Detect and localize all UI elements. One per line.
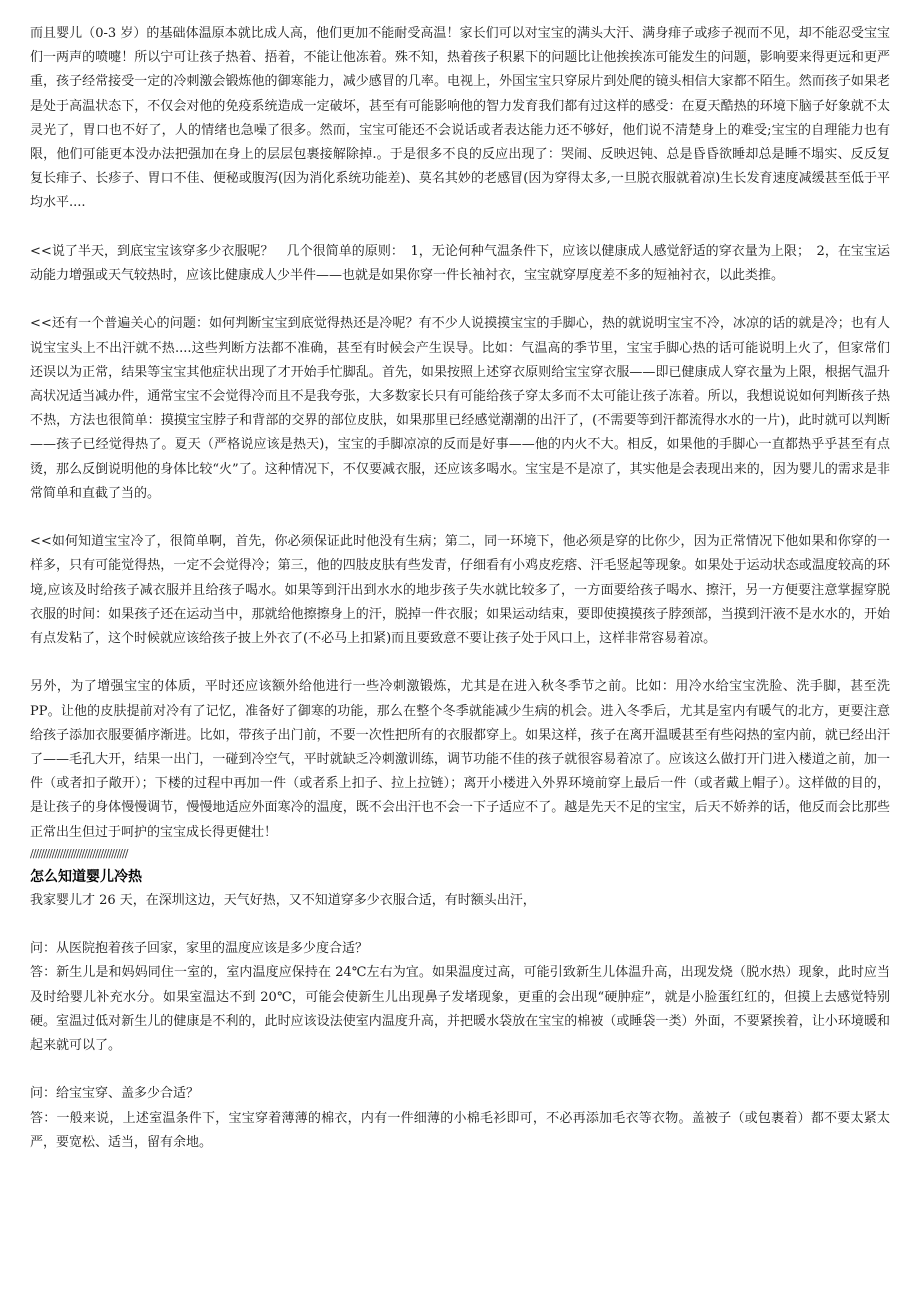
qa-item-clothing-amount: [30, 1082, 890, 1155]
answer: 答：新生儿是和妈妈同住一室的，室内温度应保持在 24℃左右为宜。如果温度过高，可能引致新生儿体温升高，出现发烧（脱水热）现象，此时应当及时给婴儿补充水分。如果室温达不到 20℃，可能会使新生儿出现鼻子发堵现象，更重的会出现“硬肿症”，就是小脸蛋红红的，但摸上去感觉特别硬。室温过低对新生儿的健康是不利的，此时应该设法使室内温度升高，并把暖水袋放在宝宝的棉被（或睡袋一类）外面，不要紧挨着，让小环境暖和起来就可以了。: [30, 965, 890, 1054]
section-heading: 怎么知道婴儿冷热: [30, 868, 142, 885]
paragraph-infant-body-temperature: 而且婴儿（0-3 岁）的基础体温原本就比成人高，他们更加不能耐受高温！家长们可以对宝宝的满头大汗、满身痱子或疹子视而不见，却不能忍受宝宝们一两声的喷嚏！所以宁可让孩子热着、捂着，不能让他冻着。殊不知，热着孩子积累下的问题比让他挨挨冻可能发生的问题，影响要来得更远和更严重，孩子经常接受一定的冷刺激会锻炼他的御寒能力，减少感冒的几率。电视上，外国宝宝只穿尿片到处爬的镜头相信大家都不陌生。然而孩子如果老是处于高温状态下，不仅会对他的免疫系统造成一定破坏，甚至有可能影响他的智力发育我们都有过这样的感受：在夏天酷热的环境下脑子好象就不太灵光了，胃口也不好了，人的情绪也急噪了很多。然而，宝宝可能还不会说话或者表达能力还不够好，他们说不清楚身上的难受;宝宝的自理能力也有限，他们可能更本没办法把强加在身上的层层包裹接解除掉.。于是很多不良的反应出现了：哭闹、反映迟钝、总是昏昏欲睡却总是睡不塌实、反反复复长痱子、长疹子、胃口不佳、便秘或腹泻(因为消化系统功能差)、莫名其妙的老感冒(因为穿得太多,一旦脱衣服就着凉)生长发育速度减缓甚至低于平均水平....: [30, 26, 890, 211]
paragraph-knowing-baby-is-cold: <<如何知道宝宝冷了，很简单啊，首先，你必须保证此时他没有生病；第二，同一环境下，他必须是穿的比你少，因为正常情况下他如果和你穿的一样多，只有可能觉得热，一定不会觉得冷；第三，他的四肢皮肤有些发青，仔细看有小鸡皮疙瘩、汗毛竖起等现象。如果处于运动状态或温度较高的环境,应该及时给孩子减衣服并且给孩子喝水。如果等到汗出到水水的地步孩子失水就比较多了，一方面要给孩子喝水、擦汗，另一方便要注意掌握穿脱衣服的时间：如果孩子还在运动当中，那就给他擦擦身上的汗，脱掉一件衣服；如果运动结束，要即使摸摸孩子脖颈部，当摸到汗液不是水水的，开始有点发粘了，这个时候就应该给孩子披上外衣了(不必马上扣紧)而且要致意不要让孩子处于风口上，这样非常容易着凉。: [30, 534, 890, 647]
qa-item-room-temperature: [30, 937, 890, 1058]
document-page: [30, 22, 890, 1179]
paragraph-clothing-principles: <<说了半天，到底宝宝该穿多少衣服呢？ 几个很简单的原则： 1，无论何种气温条件下，应该以健康成人感觉舒适的穿衣量为上限； 2，在宝宝运动能力增强或天气较热时，应该比健康成人少半件——也就是如果你穿一件长袖衬衣，宝宝就穿厚度差不多的短袖衬衣，以此类推。: [30, 243, 890, 284]
question: 问：从医院抱着孩子回家，家里的温度应该是多少度合适？: [30, 941, 369, 957]
answer: 答：一般来说，上述室温条件下，宝宝穿着薄薄的棉衣，内有一件细薄的小棉毛衫即可，不必再添加毛衣等衣物。盖被子（或包裹着）都不要太紧太严，要宽松、适当，留有余地。: [30, 1110, 890, 1150]
question: 问：给宝宝穿、盖多少合适？: [30, 1086, 200, 1102]
section-divider: ////////////////////////////////////: [30, 846, 128, 860]
paragraph-judging-hot-or-cold: <<还有一个普遍关心的问题：如何判断宝宝到底觉得热还是冷呢？有不少人说摸摸宝宝的手脚心，热的就说明宝宝不冷，冰凉的话的就是冷；也有人说宝宝头上不出汗就不热....这些判断方法都不准确，甚至有时候会产生误导。比如：气温高的季节里，宝宝手脚心热的话可能说明上火了，但家常们还误以为正常，结果等宝宝其他症状出现了才开始手忙脚乱。首先，如果按照上述穿衣原则给宝宝穿衣服——即已健康成人穿衣量为上限，根据气温升高状况适当减办件，通常宝宝不会觉得冷而且不是我夸张，大多数家长只有可能给孩子穿太多而不太可能让孩子冻着。所以，我想说说如何判断孩子热不热，方法也很简单：摸摸宝宝脖子和背部的交界的部位皮肤，如果那里已经感觉潮潮的出汗了，(不需要等到汗都流得水水的一片)，此时就可以判断——孩子已经觉得热了。夏天（严格说应该是热天)，宝宝的手脚凉凉的反而是好事——他的内火不大。相反，如果他的手脚心一直都热乎乎甚至有点烫，那么反倒说明他的身体比较“火”了。这种情况下，不仅要减衣服，还应该多喝水。宝宝是不是凉了，其实他是会表现出来的，因为婴儿的需求是非常简单和直截了当的。: [30, 316, 890, 501]
paragraph-cold-training: 另外，为了增强宝宝的体质，平时还应该额外给他进行一些冷刺激锻炼，尤其是在进入秋冬季节之前。比如：用冷水给宝宝洗脸、洗手脚，甚至洗 PP。让他的皮肤提前对冷有了记忆，准备好了御寒的功能，那么在整个冬季就能减少生病的机会。进入冬季后，尤其是室内有暖气的北方，更要注意给孩子添加衣服要循序渐进。比如，带孩子出门前，不要一次性把所有的衣服都穿上。如果这样，孩子在离开温暖甚至有些闷热的室内前，就已经出汗了——毛孔大开，结果一出门，一碰到冷空气，平时就缺乏冷刺激训练，调节功能不佳的孩子就很容易着凉了。应该这么做打开门进入楼道之前，加一件（或者扣子敞开）；下楼的过程中再加一件（或者系上扣子、拉上拉链）；离开小楼进入外界环境前穿上最后一件（或者戴上帽子）。这样做的目的，是让孩子的身体慢慢调节，慢慢地适应外面寒冷的温度，既不会出汗也不会一下子适应不了。越是先天不足的宝宝，后天不娇养的话，他反而会比那些正常出生但过于呵护的宝宝成长得更健壮！: [30, 679, 890, 840]
section-intro: 我家婴儿才 26 天，在深圳这边，天气好热，又不知道穿多少衣服合适，有时额头出汗，: [30, 892, 536, 908]
